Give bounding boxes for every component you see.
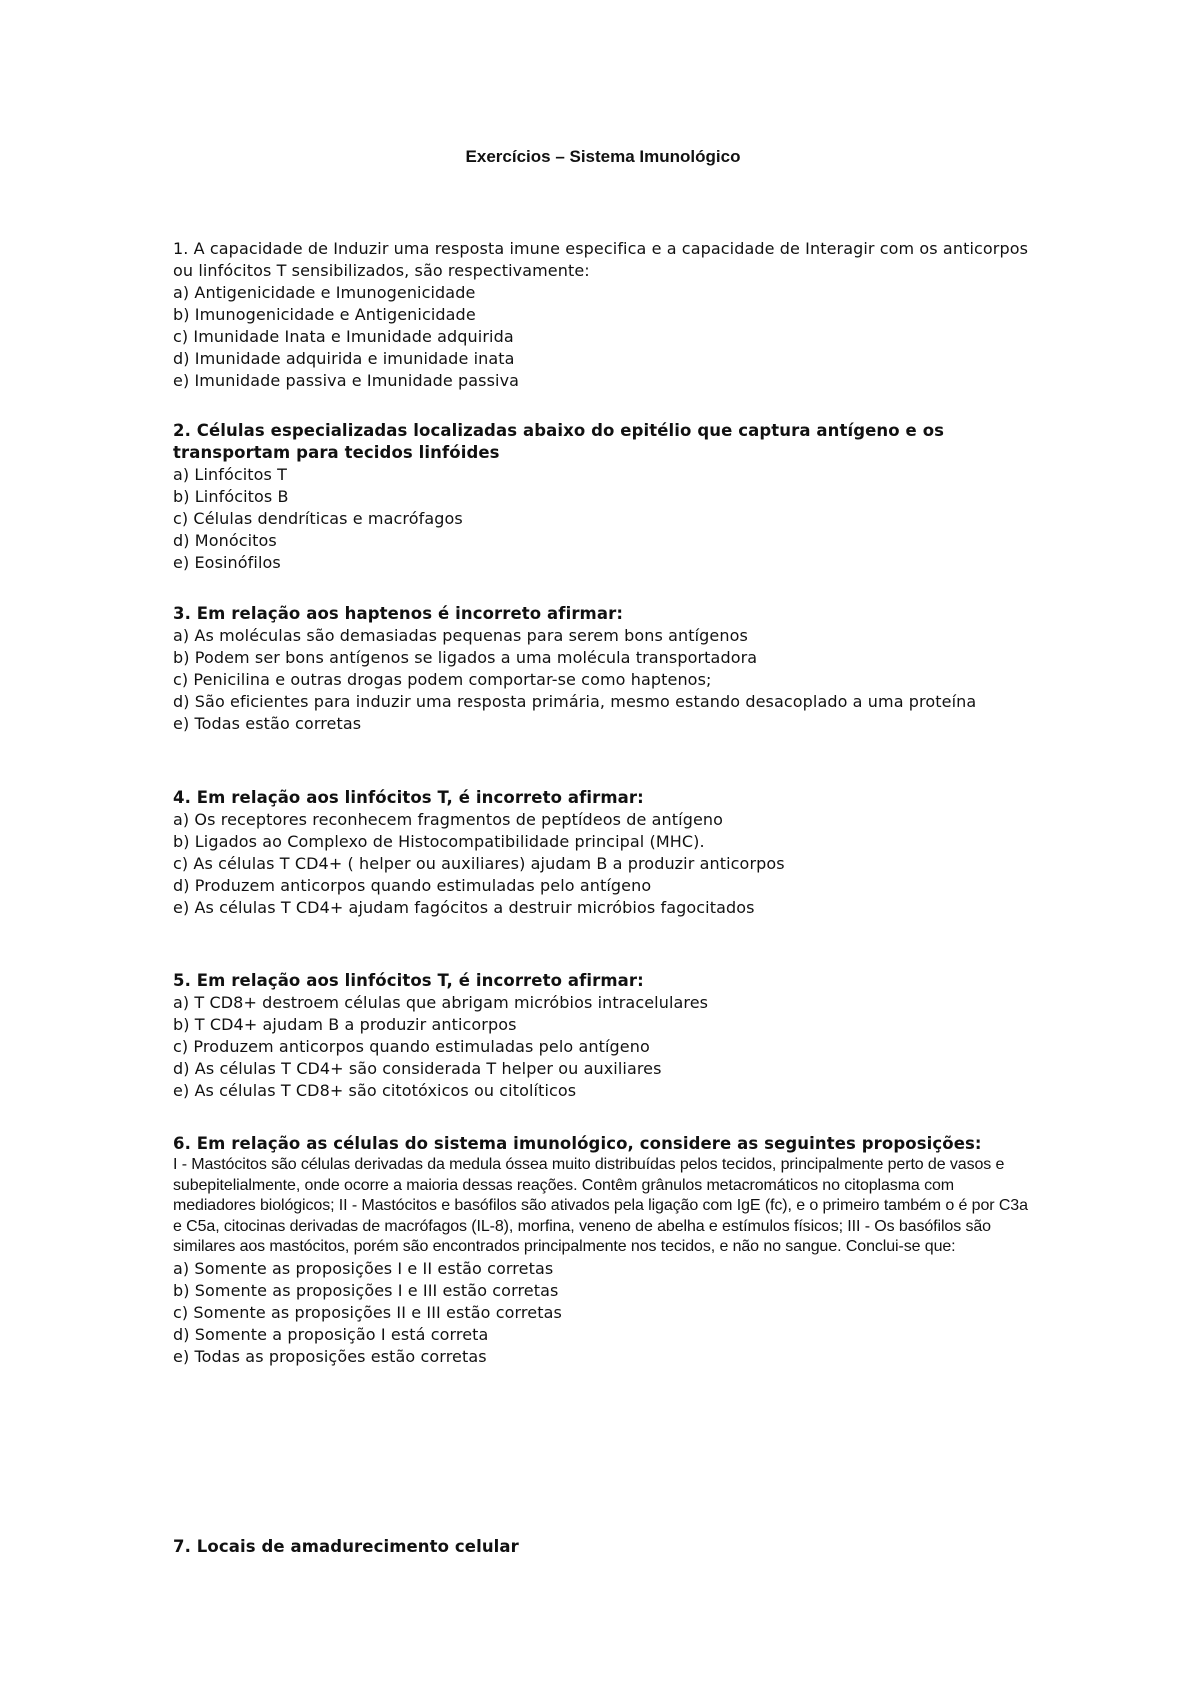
question-6-option-a: a) Somente as proposições I e II estão corretas xyxy=(173,1258,554,1278)
question-7 xyxy=(173,1536,1033,1558)
question-1 xyxy=(173,238,1033,392)
question-3-option-a: a) As moléculas são demasiadas pequenas para serem bons antígenos xyxy=(173,626,748,645)
question-6-option-d: d) Somente a proposição I está correta xyxy=(173,1324,489,1344)
question-5-options xyxy=(173,992,1033,1102)
question-4 xyxy=(173,787,1033,919)
question-5-option-a: a) T CD8+ destroem células que abrigam micróbios intracelulares xyxy=(173,993,709,1012)
question-3-option-b: b) Podem ser bons antígenos se ligados a uma molécula transportadora xyxy=(173,648,758,667)
question-4-stem: 4. Em relação aos linfócitos T, é incorreto afirmar: xyxy=(173,788,644,807)
question-4-option-b: b) Ligados ao Complexo de Histocompatibilidade principal (MHC). xyxy=(173,832,705,851)
question-4-option-c: c) As células T CD4+ ( helper ou auxiliares) ajudam B a produzir anticorpos xyxy=(173,854,785,873)
question-1-option-c: c) Imunidade Inata e Imunidade adquirida xyxy=(173,327,514,346)
question-2 xyxy=(173,420,1033,574)
document-title: Exercícios – Sistema Imunológico xyxy=(465,147,741,166)
question-1-stem: 1. A capacidade de Induzir uma resposta imune especifica e a capacidade de Interagir com os anticorpos ou linfócitos T sensibilizados, são respectivamente: xyxy=(173,239,1029,280)
question-5-option-d: d) As células T CD4+ são considerada T helper ou auxiliares xyxy=(173,1059,662,1078)
question-1-option-b: b) Imunogenicidade e Antigenicidade xyxy=(173,305,476,324)
question-5-option-e: e) As células T CD8+ são citotóxicos ou citolíticos xyxy=(173,1081,577,1100)
question-4-option-a: a) Os receptores reconhecem fragmentos de peptídeos de antígeno xyxy=(173,810,724,829)
question-2-option-d: d) Monócitos xyxy=(173,531,277,550)
question-3 xyxy=(173,603,1033,735)
question-6-option-c: c) Somente as proposições II e III estão corretas xyxy=(173,1302,562,1322)
question-6-option-b: b) Somente as proposições I e III estão corretas xyxy=(173,1280,559,1300)
question-3-option-d: d) São eficientes para induzir uma resposta primária, mesmo estando desacoplado a uma proteína xyxy=(173,692,977,711)
question-2-stem: 2. Células especializadas localizadas abaixo do epitélio que captura antígeno e os transportam para tecidos linfóides xyxy=(173,421,945,462)
question-3-stem: 3. Em relação aos haptenos é incorreto afirmar: xyxy=(173,604,624,623)
question-4-option-d: d) Produzem anticorpos quando estimuladas pelo antígeno xyxy=(173,876,652,895)
question-6-propositions: I - Mastócitos são células derivadas da medula óssea muito distribuídas pelos tecidos, principalmente perto de vasos e subepitelialmente, onde ocorre a maioria dessas reações. Contêm grânulos metacromáticos no citoplasma com mediadores biológicos; II - Mastócitos e basófilos são ativados pela ligação com IgE (fc), e o primeiro também o é por C3a e C5a, citocinas derivadas de macrófagos (IL-8), morfina, veneno de abelha e estímulos físicos; III - Os basófilos são similares aos mastócitos, porém são encontrados principalmente nos tecidos, e não no sangue. Conclui-se que: xyxy=(173,1156,1028,1255)
question-5-option-c: c) Produzem anticorpos quando estimuladas pelo antígeno xyxy=(173,1037,650,1056)
question-5 xyxy=(173,970,1033,1102)
question-2-option-c: c) Células dendríticas e macrófagos xyxy=(173,509,463,528)
question-2-option-e: e) Eosinófilos xyxy=(173,553,281,572)
question-5-option-b: b) T CD4+ ajudam B a produzir anticorpos xyxy=(173,1015,517,1034)
question-1-option-d: d) Imunidade adquirida e imunidade inata xyxy=(173,349,515,368)
question-2-option-b: b) Linfócitos B xyxy=(173,487,289,506)
question-3-option-e: e) Todas estão corretas xyxy=(173,714,362,733)
question-3-options xyxy=(173,625,1033,735)
question-1-options xyxy=(173,282,1033,392)
question-6-options xyxy=(173,1258,1033,1368)
question-6 xyxy=(173,1133,1033,1368)
question-2-options xyxy=(173,464,1033,574)
question-1-option-a: a) Antigenicidade e Imunogenicidade xyxy=(173,283,476,302)
question-4-option-e: e) As células T CD4+ ajudam fagócitos a destruir micróbios fagocitados xyxy=(173,898,755,917)
question-6-option-e: e) Todas as proposições estão corretas xyxy=(173,1346,487,1366)
question-6-stem: 6. Em relação as células do sistema imunológico, considere as seguintes proposições: xyxy=(173,1134,982,1153)
question-4-options xyxy=(173,809,1033,919)
question-3-option-c: c) Penicilina e outras drogas podem comportar-se como haptenos; xyxy=(173,670,712,689)
question-5-stem: 5. Em relação aos linfócitos T, é incorreto afirmar: xyxy=(173,971,644,990)
question-7-stem: 7. Locais de amadurecimento celular xyxy=(173,1537,519,1556)
question-2-option-a: a) Linfócitos T xyxy=(173,465,288,484)
question-1-option-e: e) Imunidade passiva e Imunidade passiva xyxy=(173,371,520,390)
